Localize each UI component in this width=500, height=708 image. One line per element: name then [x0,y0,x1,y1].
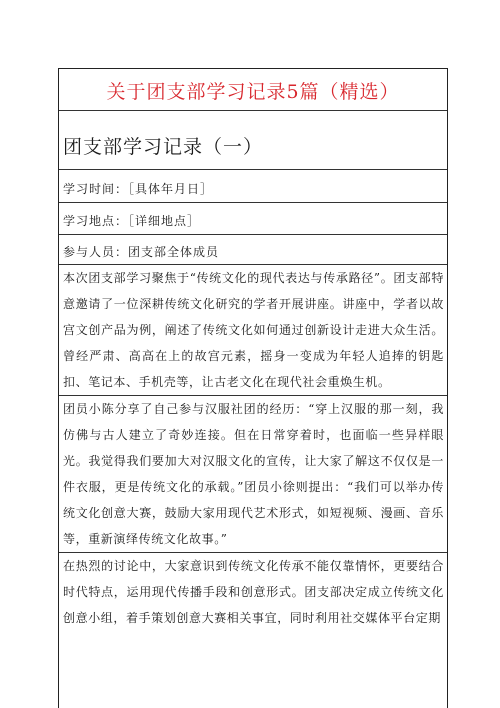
paragraph-1: 本次团支部学习聚焦于“传统文化的现代表达与传承路径”。团支部特意邀请了一位深耕传统文化研究的学者开展讲座。讲座中，学者以故宫文创产品为例，阐述了传统文化如何通过创新设计走进大众生活。曾经严肃、高高在上的故宫元素，摇身一变成为年轻人追捧的钥匙扣、笔记本、手机壳等，让古老文化在现代社会重焕生机。 [63,271,444,389]
meta-time-divider [59,202,447,203]
paragraph-2: 团员小陈分享了自己参与汉服社团的经历：“穿上汉服的那一刻，我仿佛与古人建立了奇妙连接。但在日常穿着时，也面临一些异样眼光。我觉得我们要加大对汉服文化的宣传，让大家了解这不仅仅是一件衣服，更是传统文化的承载。”团员小徐则提出：“我们可以举办传统文化创意大赛，鼓励大家用现代艺术形式，如短视频、漫画、音乐等，重新演绎传统文化故事。” [63,402,444,546]
document-title: 关于团支部学习记录5篇（精选） [106,81,400,103]
section-heading: 团支部学习记录（一） [63,136,264,158]
title-divider [59,110,447,111]
paragraph-3: 在热烈的讨论中，大家意识到传统文化传承不能仅靠情怀，更要结合时代特点，运用现代传播手段和创意形式。团支部决定成立传统文化创意小组，着手策划创意大赛相关事宜，同时利用社交媒体平台定期 [63,559,444,625]
meta-time: 学习时间：［具体年月日］ [63,182,214,196]
meta-place: 学习地点：［详细地点］ [63,214,201,228]
meta-participants: 参与人员：团支部全体成员 [63,245,220,259]
meta-place-divider [59,234,447,235]
heading-divider [59,169,447,170]
document-frame [58,68,448,708]
